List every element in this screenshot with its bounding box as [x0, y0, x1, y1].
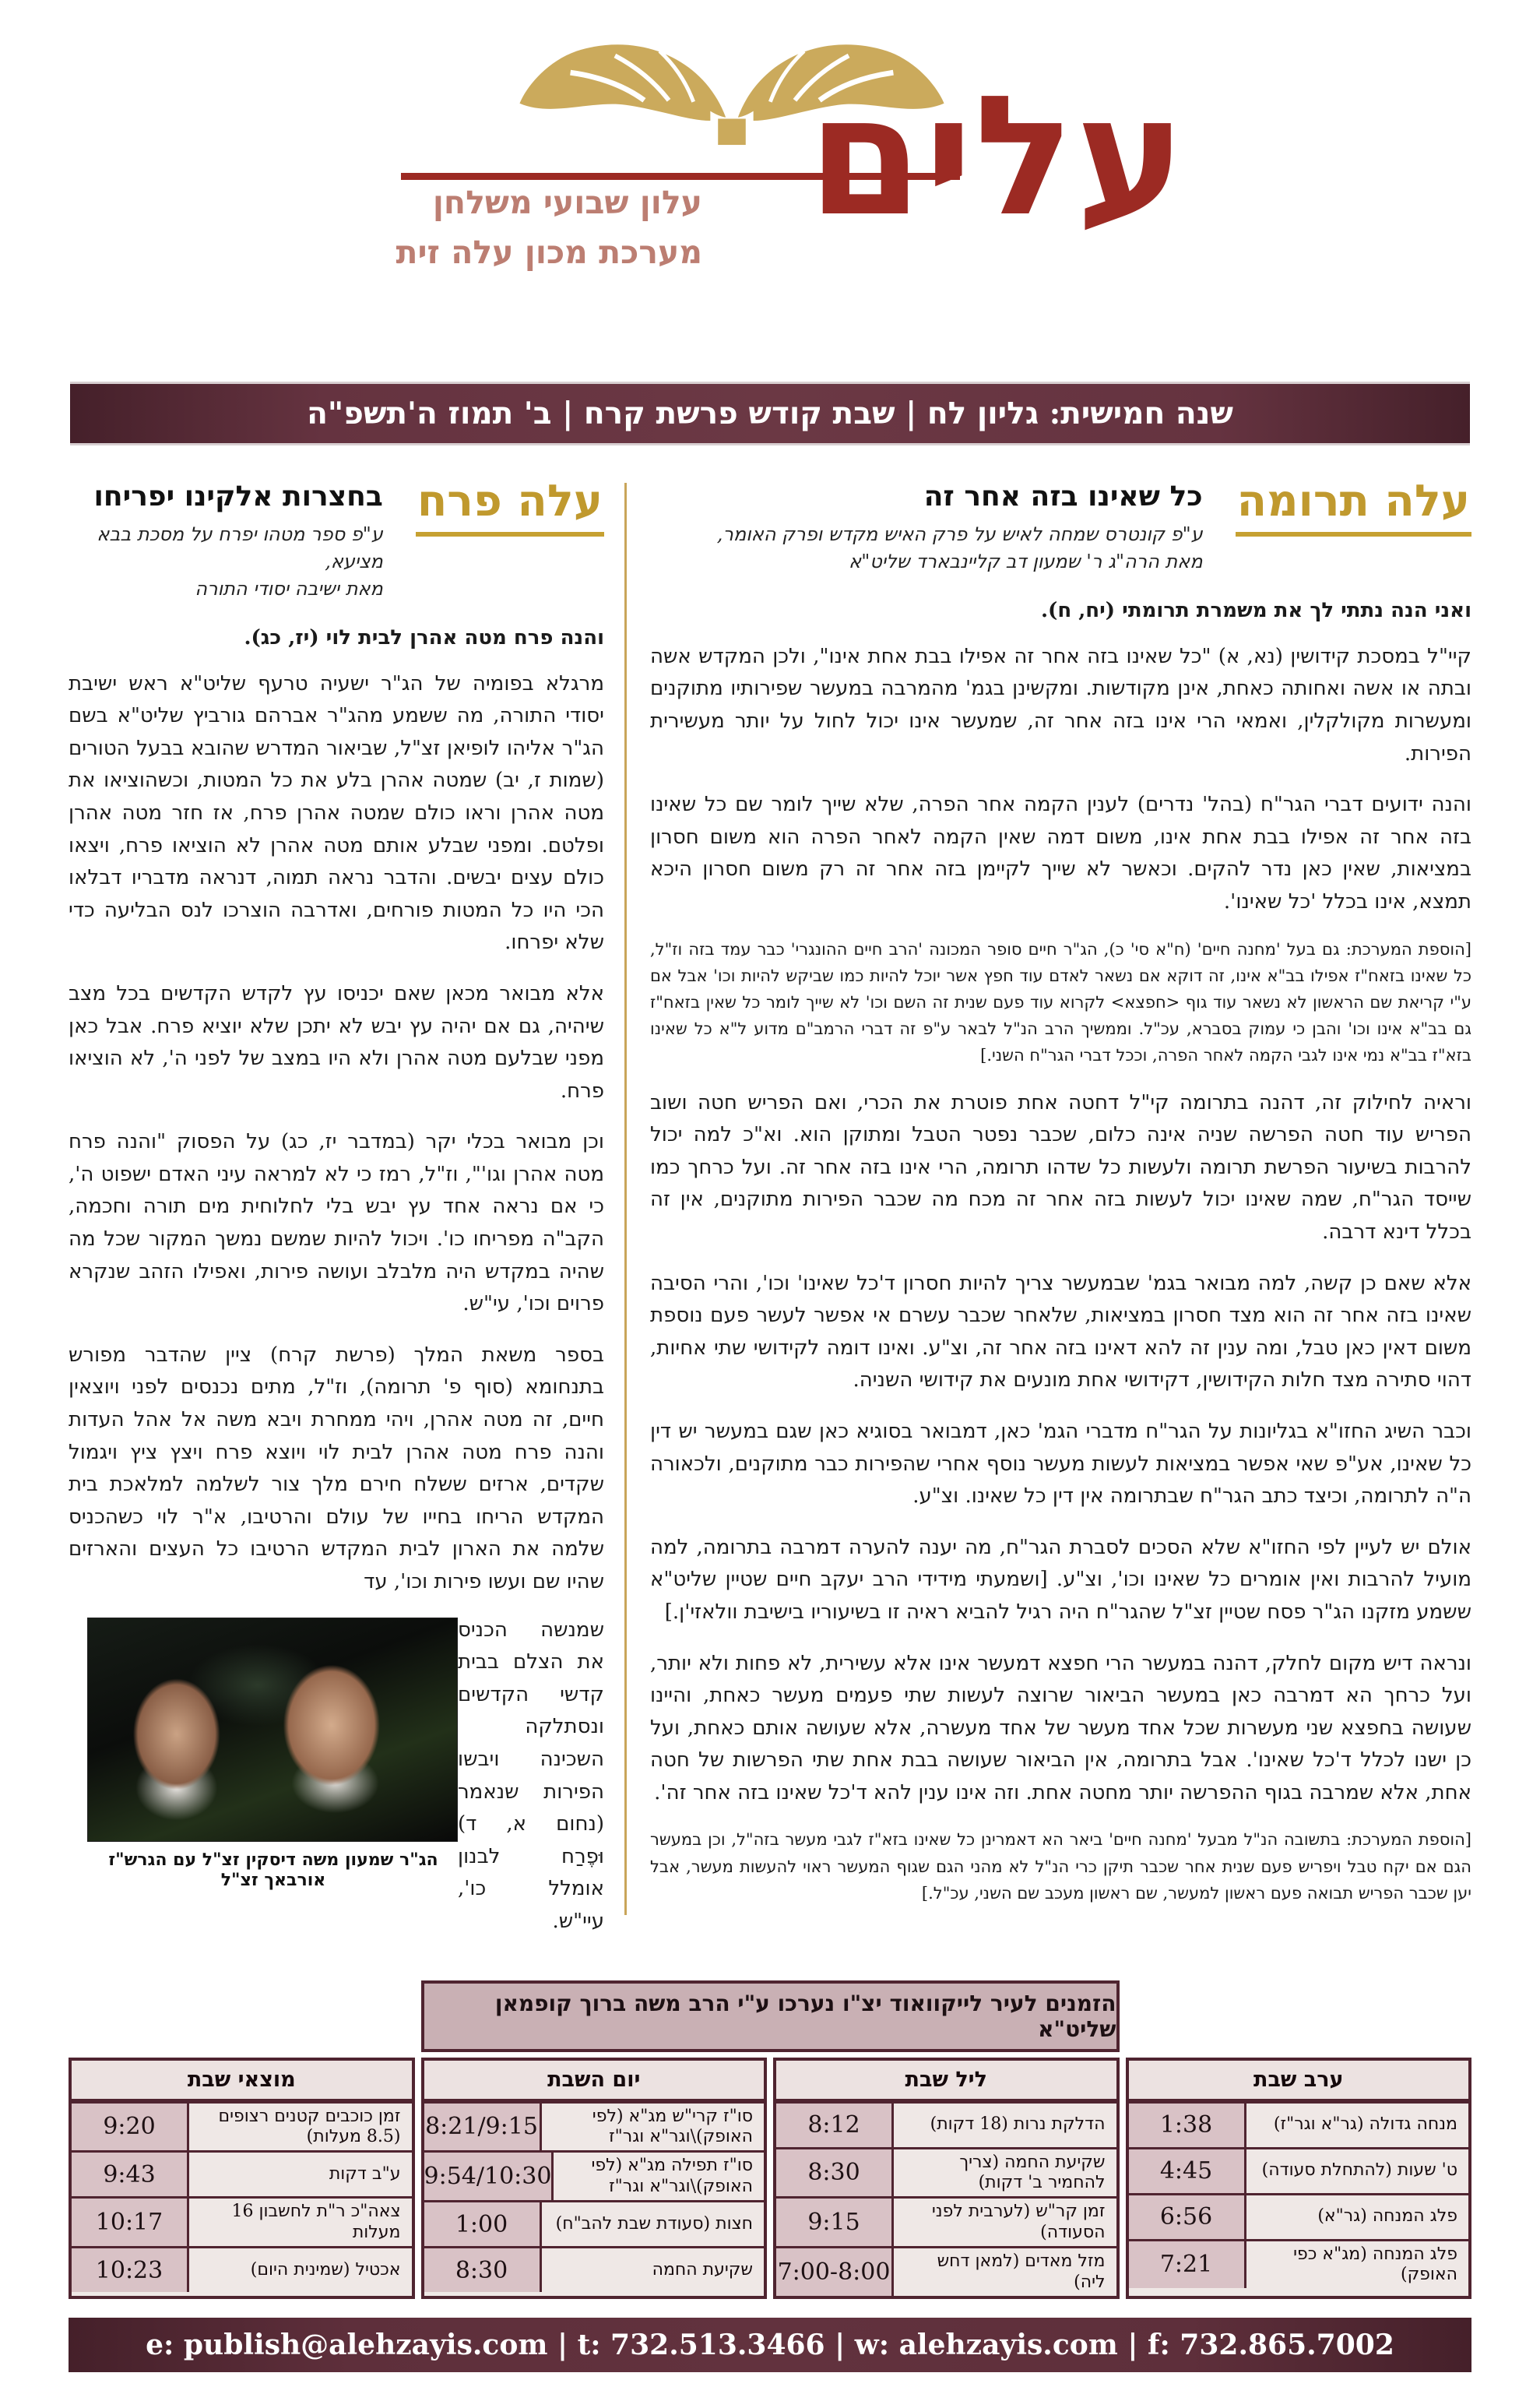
photo-block	[89, 1618, 458, 1890]
zman-time: 8:21/9:15	[424, 2104, 542, 2151]
zman-time: 1:38	[1129, 2104, 1246, 2147]
zmanim-row	[776, 2196, 1116, 2246]
zmanim-table	[69, 1980, 1471, 2299]
terumah-paragraph: אלא שאם כן קשה, למה מבואר בגמ' שבמעשר צריך להיות חסרון ד'כל שאינו' וכו', והרי הסיבה שאינו בזה אחר זה הוא מצד חסרון במציאות, שלאחר שכבר עשרם אי אפשר לעשר פעם נוספת משום דאין כאן טבל, ומה ענין זה להא דאינו בזה אחר זה, וצ"ע. ואינו דומה לקידושי שתי אחיות, דהוי סתירה מצד חלות הקידושין, דקידושי אחת מונעים את קידושי השניה.	[650, 1271, 1471, 1392]
zman-time: 1:00	[424, 2202, 542, 2246]
zmanim-row	[776, 2147, 1116, 2197]
zman-time: 7:00-8:00	[776, 2248, 894, 2296]
terumah-editor-note-2: [הוספת המערכת: בתשובה הנ"ל מבעל 'מחנה חיים' ביאר הא דאמרינן כל שאינו בזא"ז לגבי מעשר בזה"ל, וכן במעשר הגם אם יקח טבל ויפריש פעם שנית אחר שכבר תיקן כרי הנ"ל לא מהני הגם שגוף המעשר ראוי להעשות מעשר, אבל יען שכבר הפריש תבואה פעם ראשון למעשר, שם ראשון מעכב שם השני, עכ"ל.]	[650, 1830, 1471, 1903]
zmanim-row	[72, 2246, 412, 2292]
article-aleh-perach	[69, 475, 604, 1938]
zmanim-row	[1129, 2101, 1469, 2147]
masthead	[0, 20, 1540, 332]
contact-footer	[69, 2318, 1471, 2372]
zmanim-row	[1129, 2147, 1469, 2193]
zmanim-row	[776, 2246, 1116, 2296]
zman-label: מנחה גדולה (גר"א וגר"ז)	[1246, 2104, 1469, 2147]
articles-area	[69, 475, 1471, 1938]
zmanim-group-yom-shabbos	[421, 2058, 768, 2299]
zmanim-title-row	[69, 1980, 1471, 2052]
zmanim-group-header: ערב שבת	[1129, 2061, 1469, 2101]
zman-label: הדלקת נרות (18 דקות)	[894, 2104, 1116, 2147]
article-perach-header	[69, 475, 604, 603]
zmanim-row	[424, 2101, 765, 2151]
article-terumah-titles	[717, 478, 1203, 576]
zmanim-title: הזמנים לעיר לייקוואוד יצ"ו נערכו ע"י הרב משה ברוך קופמאן שליט"א	[421, 1980, 1120, 2052]
perach-lead-verse: והנה פרח מטה אהרן לבית לוי (יז, כג).	[244, 625, 604, 650]
zmanim-title-spacer	[1126, 1980, 1472, 2052]
zman-time: 9:15	[776, 2199, 894, 2246]
zman-time: 9:43	[72, 2153, 189, 2196]
photo-of-rabbis	[87, 1618, 458, 1842]
terumah-paragraph: והנה ידועים דברי הגר"ח (בהל' נדרים) לענין הקמה אחר הפרה, שלא שייך לומר שם כל שאינו בזה אחר זה אפילו בבת אחת אינו, משום דמה שאין הקמה לאחר הפרה הוא משום חסרון במציאות, שאין כאן נדר להקים. וכאשר לא שייך לקיימן בזה אחר זה רק משום חסרון היכא תמצא, אינו בכלל 'כל שאינו'.	[650, 793, 1471, 914]
article-perach-titles	[69, 478, 383, 603]
article-terumah-subtitle2: מאת הרה"ג ר' שמעון דב קליינבארד שליט"א	[849, 550, 1203, 572]
logo-tagline-line2: מערכת מכון עלה זית	[396, 234, 702, 271]
article-perach-subtitle2: מאת ישיבה יסודי התורה	[195, 577, 383, 600]
zman-label: זמן כוכבים קטנים רצופים (8.5 מעלות)	[189, 2104, 412, 2151]
issue-banner-text: שנה חמישית: גליון לח | שבת קודש פרשת קרח | ב' תמוז ה'תשפ"ה	[307, 396, 1233, 431]
zman-label: פלג המנחה (גר"א)	[1246, 2195, 1469, 2239]
zman-time: 7:21	[1129, 2241, 1246, 2289]
column-separator-rule	[624, 483, 627, 1915]
zmanim-row	[1129, 2193, 1469, 2239]
zman-label: שקיעת החמה (צריך להחמיר ב' דקות)	[894, 2149, 1116, 2197]
zmanim-row	[424, 2200, 765, 2246]
zman-time: 8:30	[776, 2149, 894, 2197]
article-perach-title: בחצרות אלקינו יפריחו	[93, 480, 383, 512]
zman-label: שקיעת החמה	[542, 2248, 765, 2292]
zmanim-row	[424, 2150, 765, 2200]
zman-label: צאה"כ ר"ת לחשבון 16 מעלות	[189, 2199, 412, 2246]
terumah-editor-note-1: [הוספת המערכת: גם בעל 'מחנה חיים' (ח"א סי' כ), הג"ר חיים סופר המכונה 'הרב חיים ההונגרי' כבר עמד בזה וז"ל, כל שאינו בזאח"ז אפילו בב"א אינו, זה דוקא אם נשאר לאדם עוד חפץ אשר יוכל להיות כמו שביקש להיות וכו' אבל אם ע"י קריאת שם הראשון לא נשאר עוד גוף <חפצא> לקרוא עוד פעם שנית זה השם וכו' לא שייך לומר כל שאין בזאח"ז גם בב"א אינו וכו' והבן כי עמוק בסברא, עכ"ל. וממשיך הרב הנ"ל לבאר ע"פ זה דברי הרמב"ם מדוע ל"א כל שאינו בזא"ז בב"א נמי אינו לגבי הקמה לאחר הפרה, וככל דברי הגר"ח השני.]	[650, 939, 1471, 1065]
zmanim-row	[72, 2196, 412, 2246]
zmanim-group-erev-shabbos	[1126, 2058, 1472, 2299]
zman-time: 9:20	[72, 2104, 189, 2151]
zmanim-group-header: ליל שבת	[776, 2061, 1116, 2101]
zman-label: זמן קר"ש (לערבית לפני הסעודה)	[894, 2199, 1116, 2246]
zmanim-groups	[69, 2058, 1471, 2299]
zman-label: חצות (סעודת שבת להב"ח)	[542, 2202, 765, 2246]
zman-time: 9:54/10:30	[424, 2153, 554, 2200]
perach-paragraph-continuation: שמנשה הכניס את הצלם בבית קדשי הקדשים ונסתלקה השכינה ויבשו הפירות שנאמר (נחום א, ד) וּפֶרַח לבנון אומלל כו', עיי"ש.	[458, 1618, 604, 1933]
terumah-paragraph: אולם יש לעיין לפי החזו"א שלא הסכים לסברת הגר"ח, מה יענה להערה דמרבה בתרומה, למה מועיל להרבות ואין אומרים כל שאינו וכו', וצ"ע. [ושמעתי מידידי הרב יעקב חיים שטיין שליט"א ששמע מזקנו הג"ר פסח שטיין זצ"ל שהגר"ח היה רגיל להביא ראיה זו בשיעוריו בישיבת וולאזי'ן.]	[650, 1535, 1471, 1624]
zman-time: 10:17	[72, 2199, 189, 2246]
terumah-paragraph: קיי"ל במסכת קידושין (נא, א) "כל שאינו בזה אחר זה אפילו בבת אחת אינו", ולכן המקדש אשה ובתה או אשה ואחותה כאחת, אינן מקודשות. ומקשינן בגמ' מהמרבה במעשר שפירותיו מתוקנים ומעשרות מקולקלין, ואמאי הרי אינו בזה אחר זה, שמעשר אינו יכול לחול על יותר מעשירית הפירות.	[650, 644, 1471, 766]
zman-label: ט' שעות (להתחלת סעודה)	[1246, 2149, 1469, 2193]
zmanim-group-motzaei-shabbos	[69, 2058, 415, 2299]
zmanim-group-leil-shabbos	[773, 2058, 1120, 2299]
zman-time: 4:45	[1129, 2149, 1246, 2193]
zmanim-title-spacer	[69, 1980, 415, 2052]
perach-paragraph: מרגלא בפומיה של הג"ר ישעיה טרעף שליט"א ראש ישיבת יסודי התורה, מה ששמע מהג"ר אברהם גורביץ שליט"א בשם הג"ר אליהו לופיאן זצ"ל, שביאור המדרש שהובא בבעל הטורים (שמות ז, יב) שמטה אהרן בלע את כל המטות, וכשהוציאו את מטה אהרן וראו כולם שמטה אהרן פרח, אז חזר מטה אהרן ופלטם. ומפני שבלע אותם מטה אהרן לא הוציאו פרח, ויצאו כולם עצים יבשים. והדבר נראה תמוה, דנראה מדבריו דבלאו הכי היו כל המטות פורחים, ואדרבה הוצרכו לנס הבליעה כדי שלא יפרחו.	[69, 671, 604, 955]
perach-paragraph: אלא מבואר מכאן שאם יכניסו עץ לקדש הקדשים בכל מצב שיהיה, גם אם יהיה עץ יבש לא יתכן שלא יוציא פרח. אבל כאן מפני שבלעם מטה אהרן ולא היו במצב של לפני ה', לא הוציאו פרח.	[69, 981, 604, 1103]
issue-banner	[70, 382, 1470, 445]
zman-label: ע"ב דקות	[189, 2153, 412, 2196]
logo-tagline-line1: עלון שבועי משלחן	[432, 184, 702, 221]
article-aleh-terumah	[650, 475, 1471, 1938]
zman-time: 6:56	[1129, 2195, 1246, 2239]
zman-time: 10:23	[72, 2248, 189, 2292]
zman-time: 8:30	[424, 2248, 542, 2292]
terumah-paragraph: וכבר השיג החזו"א בגליונות על הגר"ח מדברי הגמ' כאן, דמבואר בסוגיא כאן שגם במעשר יש דין כל שאינו, אע"פ שאי אפשר במציאות לעשות מעשר נוסף אחרי שהפירות כבר מתוקנים, ולכאורה ה"ה לתרומה, וכיצד כתב הגר"ח שבתרומה אין דין כל שאינו. וצ"ע.	[650, 1419, 1471, 1509]
zmanim-row	[72, 2101, 412, 2151]
perach-paragraph: בספר משאת המלך (פרשת קרח) ציין שהדבר מפורש בתנחומא (סוף פ' תרומה), וז"ל, מתים נכנסים לפני ויוצאין חיים, זה מטה אהרן, ויהי ממחרת ויבא משה אל אהל העדות והנה פרח מטה אהרן לבית לוי ויוצא פרח ויצץ ציץ ויגמול שקדים, ארזים ששלח חירם מלך צור לשלמה למלאכת בית המקדש הריחו בחייו של עולם והרטיבו, א"ר לוי כשהכניס שלמה את הארון לבית המקדש הרטיבו כל העצים והארזים שהיו שם ועשו פירות וכו', עד	[69, 1343, 604, 1594]
zman-time: 8:12	[776, 2104, 894, 2147]
logo-wordmark: עלים	[807, 58, 1187, 252]
article-terumah-header	[650, 475, 1471, 576]
zmanim-group-header: יום השבת	[424, 2061, 765, 2101]
zmanim-group-header: מוצאי שבת	[72, 2061, 412, 2101]
zman-label: פלג המנחה (מג"א כפי האופק)	[1246, 2241, 1469, 2289]
zmanim-row	[776, 2101, 1116, 2147]
section-badge-terumah: עלה תרומה	[1236, 478, 1471, 537]
zman-label: מזל מאדים (למאן דחש ליה)	[894, 2248, 1116, 2296]
terumah-paragraph: ונראה דיש מקום לחלק, דהנה במעשר הרי חפצא דמעשר אינו אלא עשירית, לא פחות ולא יותר, ועל כרחך הא דמרבה כאן במעשר הביאור שרוצה לעשות שתי פעמים מעשר כאחת, והיינו שעושה בחפצא שני מעשרות שכל אחד מעשר של אחד מעשרה, אלא שעושה אותם כאחת, ועל כן ישנו לכלל ד'כל שאינו'. אבל בתרומה, אין הביאור שעושה בבת אחת שתי הפרשות של חטה אחת, אלא שמרבה בגוף ההפרשה יותר מחטה אחת. וזה אינו ענין להא ד'כל שאינו בזה אחר זה'.	[650, 1651, 1471, 1804]
zman-label: סו"ז קרי"ש מג"א (לפי האופק)\וגר"א וגר"ז	[542, 2104, 765, 2151]
section-badge-perach: עלה פרח	[416, 478, 604, 537]
contact-footer-text: e: publish@alehzayis.com | t: 732.513.3466 | w: alehzayis.com | f: 732.865.7002	[146, 2328, 1394, 2361]
article-terumah-subtitle1: ע"פ קונטרס שמחה לאיש על פרק האיש מקדש ופרק האומר,	[716, 523, 1203, 546]
zman-label: אכטיל (שמינית היום)	[189, 2248, 412, 2292]
terumah-paragraph: וראיה לחילוק זה, דהנה בתרומה קי"ל דחטה אחת פוטרת את הכרי, ואם הפריש חטה ושוב הפריש עוד חטה הפרשה שניה אינה כלום, שכבר נפטר הטבל ומתוקן הוא. וא"כ למה יכול להרבות בשיעור הפרשת תרומה ולעשות כל שדהו תרומה, הרי אינו בזה אחר זה. ועל כרחך כמו שייסד הגר"ח, שמה שאינו יכול לעשות בזה אחר זה מכח מה שכבר הפירות מתוקנים, אין זה בכלל דינא דרבה.	[650, 1090, 1471, 1244]
zmanim-row	[1129, 2239, 1469, 2289]
zmanim-row	[424, 2246, 765, 2292]
photo-with-wrap-text	[69, 1604, 604, 1938]
zman-label: סו"ז תפילה מג"א (לפי האופק)\וגר"א וגר"ז	[554, 2153, 764, 2200]
article-terumah-title: כל שאינו בזה אחר זה	[923, 480, 1203, 512]
terumah-lead-verse: ואני הנה נתתי לך את משמרת תרומתי (יח, ח).	[1040, 598, 1471, 622]
perach-paragraph: וכן מבואר בכלי יקר (במדבר יז, כג) על הפסוק "והנה פרח מטה אהרן וגו'", וז"ל, רמז כי לא למראה עיני האדם ישפוט ה', כי אם נראה אחד עץ יבש בלי לחלוחית מים תורה וחכמה, הקב"ה מפריחו כו'. ויכול להיות שמשם נמשך המקור שכל מה שהיה במקדש היה מלבלב ועושה פירות, ואפילו הזהב שנקרא פרוים וכו', עי"ש.	[69, 1130, 604, 1316]
article-perach-subtitle1: ע"פ ספר מטהו יפרח על מסכת בבא מציעא,	[97, 523, 383, 572]
photo-caption: הג"ר שמעון משה דיסקין זצ"ל עם הגרש"ז אורבאך זצ"ל	[108, 1849, 438, 1890]
zmanim-row	[72, 2150, 412, 2196]
